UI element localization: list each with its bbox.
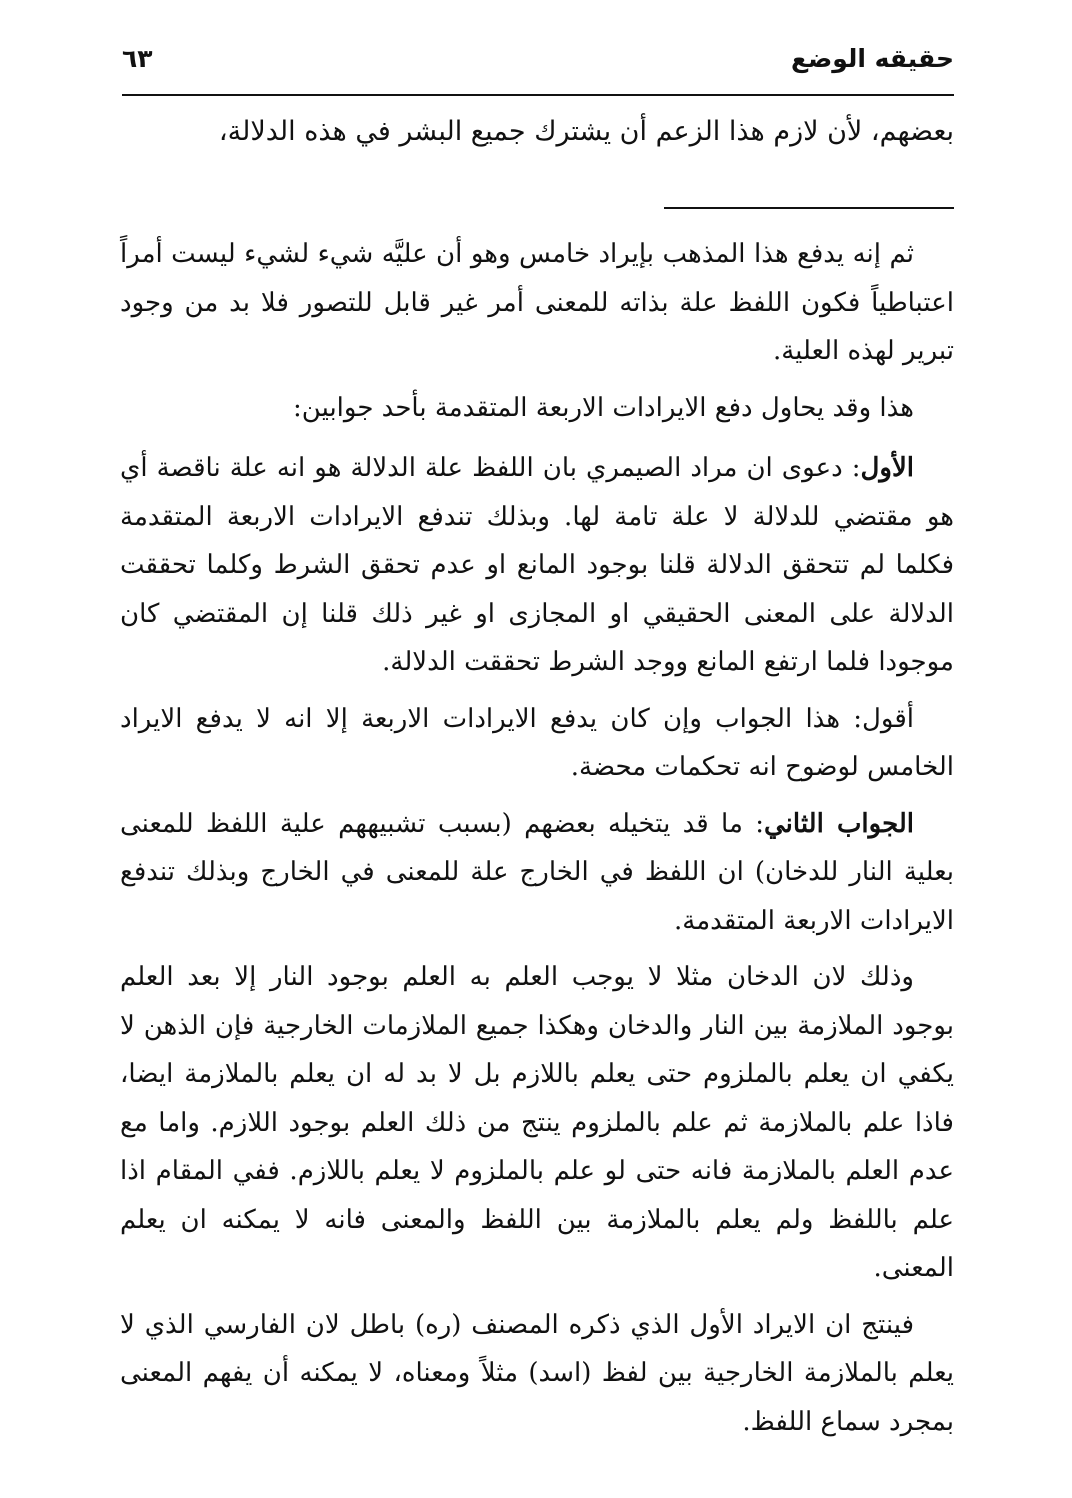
paragraph-lead: الأول	[860, 453, 914, 483]
footnote-paragraph: وذلك لان الدخان مثلا لا يوجب العلم به العلم بوجود النار إلا بعد العلم بوجود الملازمة بين النار والدخان وهكذا جميع الملازمات الخارجية فإن الذهن لا يكفي ان يعلم بالملزوم حتى يعلم باللازم بل لا بد له ان يعلم بالملازمة ايضا، فاذا علم بالملازمة ثم علم بالملزوم ينتج من ذلك العلم بوجود اللازم. واما مع عدم العلم بالملازمة فانه حتى لو علم بالملزوم لا يعلم باللازم. ففي المقام اذا علم باللفظ ولم يعلم بالملازمة بين اللفظ والمعنى فانه لا يمكنه ان يعلم المعنى.	[120, 962, 954, 1283]
footnote-paragraph: أقول: هذا الجواب وإن كان يدفع الايرادات الاربعة إلا انه لا يدفع الايراد الخامس لوضوح انه تحكمات محضة.	[120, 703, 954, 782]
footnote-paragraph: هذا وقد يحاول دفع الايرادات الاربعة المتقدمة بأحد جوابين:	[293, 392, 914, 423]
footnote-paragraph	[120, 800, 954, 946]
page-number: ٦٣	[122, 44, 153, 73]
paragraph-text: : دعوى ان مراد الصيمري بان اللفظ علة الدلالة هو انه علة ناقصة أي هو مقتضي للدلالة لا علة تامة لها. وبذلك تندفع الايرادات الاربعة المتقدمة فكلما لم تتحقق الدلالة قلنا بوجود المانع او عدم تحقق الشرط وكلما تحققت الدلالة على المعنى الحقيقي او المجازى او غير ذلك قلنا إن المقتضي كان موجودا فلما ارتفع المانع ووجد الشرط تحققت الدلالة.	[120, 453, 954, 677]
page-header	[122, 40, 954, 90]
main-text-line: بعضهم، لأن لازم هذا الزعم أن يشترك جميع البشر في هذه الدلالة،	[218, 116, 954, 147]
footnotes-section	[120, 230, 954, 1454]
running-title: حقيقه الوضع	[791, 44, 954, 73]
footnote-paragraph: فينتج ان الايراد الأول الذي ذكره المصنف (ره) باطل لان الفارسي الذي لا يعلم بالملازمة الخارجية بين لفظ (اسد) مثلاً ومعناه، لا يمكنه أن يفهم المعنى بمجرد سماع اللفظ.	[120, 1309, 954, 1437]
paragraph-lead: الجواب الثاني	[764, 808, 914, 839]
footnote-paragraph	[120, 444, 954, 687]
header-divider	[122, 94, 954, 96]
footnote-divider	[664, 207, 954, 209]
paragraph-text: : ما قد يتخيله بعضهم (بسبب تشبيههم علية اللفظ للمعنى بعلية النار للدخان) ان اللفظ في الخارج علة للمعنى في الخارج وبذلك تندفع الايرادات الاربعة المتقدمة.	[120, 808, 954, 936]
footnote-paragraph: ثم إنه يدفع هذا المذهب بإيراد خامس وهو أن عليَّه شيء لشيء ليست أمراً اعتباطياً فكون اللفظ علة بذاته للمعنى أمر غير قابل للتصور فلا بد من وجود تبرير لهذه العلية.	[120, 239, 954, 366]
